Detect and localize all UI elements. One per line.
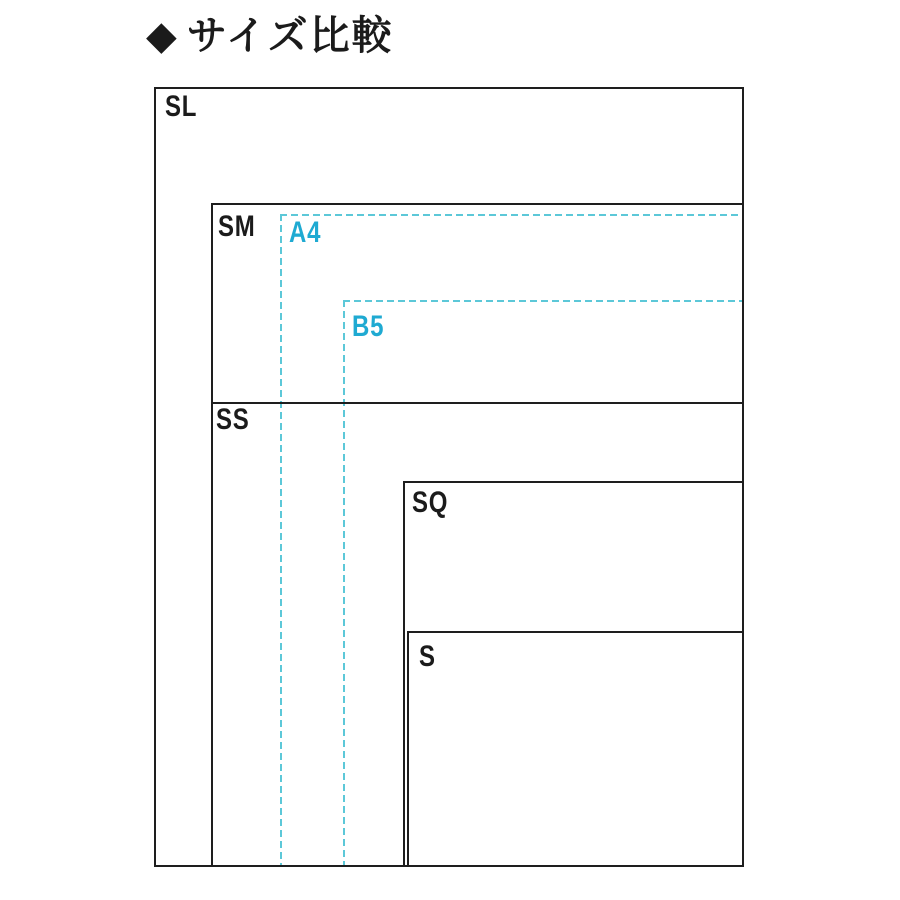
size-rect-S xyxy=(407,631,744,867)
size-label-SQ: SQ xyxy=(412,486,449,519)
page-title-text: サイズ比較 xyxy=(186,14,394,58)
size-label-A4: A4 xyxy=(289,216,322,249)
size-label-SL: SL xyxy=(165,90,198,123)
diamond-icon: ◆ xyxy=(146,14,179,58)
size-label-SS: SS xyxy=(216,403,250,436)
size-label-S: S xyxy=(419,640,436,673)
size-label-SM: SM xyxy=(218,210,256,243)
page-title xyxy=(146,16,394,56)
size-label-B5: B5 xyxy=(352,310,385,343)
